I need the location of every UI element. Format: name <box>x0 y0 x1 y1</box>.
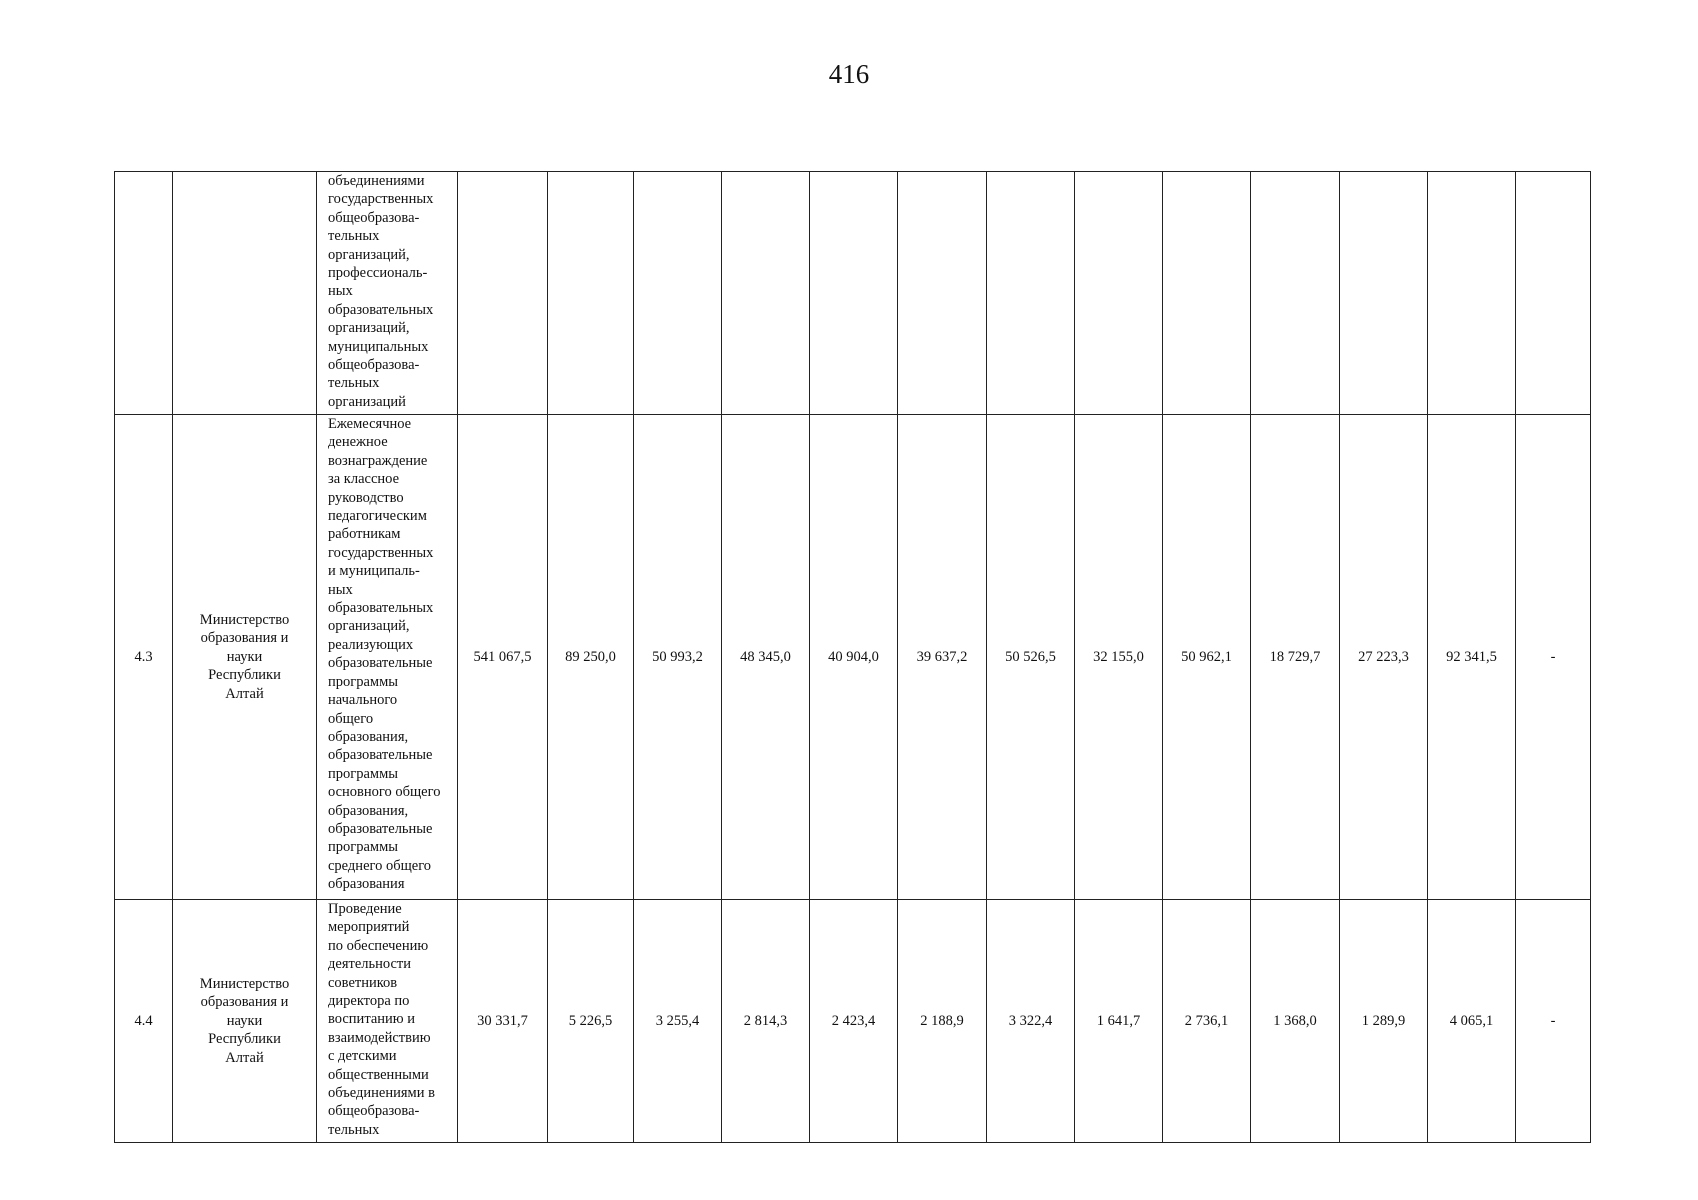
value-cell-last: - <box>1516 900 1591 1143</box>
value-cell: 48 345,0 <box>722 415 810 900</box>
value-cell <box>634 172 722 415</box>
value-cell: 50 962,1 <box>1163 415 1251 900</box>
value-cell: 89 250,0 <box>548 415 634 900</box>
value-cell: 5 226,5 <box>548 900 634 1143</box>
page-number: 416 <box>828 59 870 89</box>
value-cell <box>987 172 1075 415</box>
value-cell <box>548 172 634 415</box>
value-cell: 50 993,2 <box>634 415 722 900</box>
value-cell: 2 736,1 <box>1163 900 1251 1143</box>
value-cell: 32 155,0 <box>1075 415 1163 900</box>
responsible-org-cell <box>173 172 317 415</box>
value-cell <box>1075 172 1163 415</box>
value-cell <box>1428 172 1516 415</box>
item-number-cell <box>115 172 173 415</box>
table-row <box>115 415 1591 900</box>
value-cell: 2 814,3 <box>722 900 810 1143</box>
value-cell: 3 255,4 <box>634 900 722 1143</box>
value-cell-last: - <box>1516 415 1591 900</box>
value-cell: 1 368,0 <box>1251 900 1340 1143</box>
value-cell: 2 188,9 <box>898 900 987 1143</box>
value-cell: 27 223,3 <box>1340 415 1428 900</box>
value-cell: 39 637,2 <box>898 415 987 900</box>
table-row <box>115 900 1591 1143</box>
value-cell <box>1163 172 1251 415</box>
value-cell: 18 729,7 <box>1251 415 1340 900</box>
value-cell-total <box>458 172 548 415</box>
value-cell <box>810 172 898 415</box>
value-cell-total: 541 067,5 <box>458 415 548 900</box>
budget-table <box>114 171 1591 1143</box>
responsible-org-cell: Министерство образования и науки Республики Алтай <box>173 900 317 1143</box>
value-cell <box>1340 172 1428 415</box>
value-cell-total: 30 331,7 <box>458 900 548 1143</box>
value-cell: 3 322,4 <box>987 900 1075 1143</box>
measure-description-cell: Проведение мероприятий по обеспечению деятельности советников директора по воспитанию и взаимодействию с детскими общественными объединениями в общеобразова- тельных <box>317 900 458 1143</box>
item-number-cell: 4.3 <box>115 415 173 900</box>
value-cell: 50 526,5 <box>987 415 1075 900</box>
value-cell: 40 904,0 <box>810 415 898 900</box>
table-row <box>115 172 1591 415</box>
responsible-org-cell: Министерство образования и науки Республики Алтай <box>173 415 317 900</box>
value-cell <box>1251 172 1340 415</box>
value-cell: 1 641,7 <box>1075 900 1163 1143</box>
value-cell: 1 289,9 <box>1340 900 1428 1143</box>
value-cell-last <box>1516 172 1591 415</box>
value-cell: 2 423,4 <box>810 900 898 1143</box>
value-cell: 92 341,5 <box>1428 415 1516 900</box>
value-cell <box>898 172 987 415</box>
item-number-cell: 4.4 <box>115 900 173 1143</box>
measure-description-cell: Ежемесячное денежное вознаграждение за классное руководство педагогическим работникам государственных и муниципаль- ных образовательных организаций, реализующих образовательные программы начального общего образования, образовательные программы основного общего образования, образовательные программы среднего общего образования <box>317 415 458 900</box>
value-cell: 4 065,1 <box>1428 900 1516 1143</box>
value-cell <box>722 172 810 415</box>
measure-description-cell: объединениями государственных общеобразова- тельных организаций, профессиональ- ных образовательных организаций, муниципальных общеобразова- тельных организаций <box>317 172 458 415</box>
